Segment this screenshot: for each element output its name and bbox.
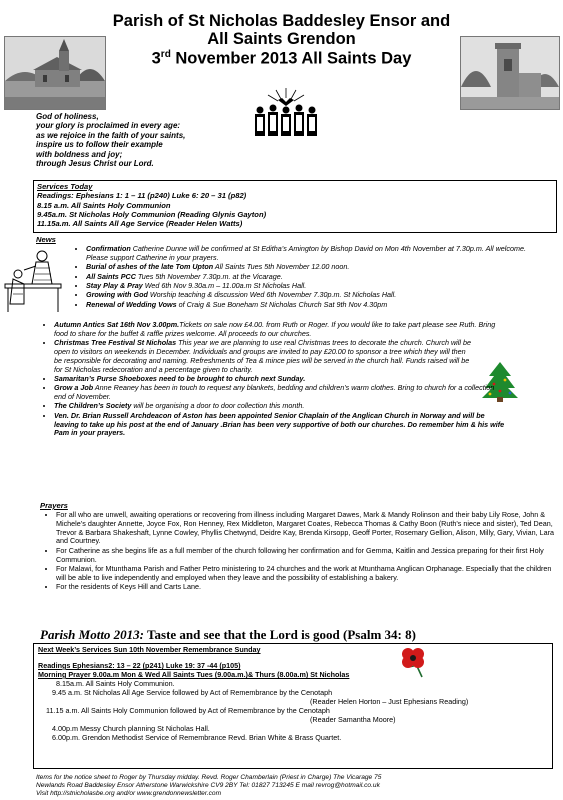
- news-item: • The Children’s Society will be organising a door to door collection this month.: [54, 402, 508, 411]
- prayer-line: your glory is proclaimed in every age:: [36, 121, 181, 131]
- news-item: • Confirmation Catherine Dunne will be confirmed at St Editha’s Amington by Bishop David on Mon 4th November at 7.30p.m. All welcome. Please support Catherine in your prayers.: [86, 245, 544, 263]
- opening-prayer: [36, 112, 246, 169]
- service-line: 9.45 a.m. St Nicholas All Age Service followed by Act of Remembrance by the Cenotaph: [52, 688, 333, 697]
- motto-label: Parish Motto 2013:: [40, 627, 145, 642]
- services-today-heading: Services Today: [37, 182, 93, 191]
- title-line-3: 3rd November 2013 All Saints Day: [151, 48, 412, 68]
- news-list: [72, 245, 544, 310]
- prayer-line: through Jesus Christ our Lord.: [36, 159, 154, 169]
- morning-prayer-line: Morning Prayer 9.00a.m Mon & Wed All Saints Tues (9.00a.m.)& Thurs (8.00a.m) St Nicholas: [38, 670, 350, 679]
- prayer-line: with boldness and joy;: [36, 149, 123, 159]
- service-line: 8.15a.m. All Saints Holy Communion.: [56, 679, 175, 688]
- services-today-box: [33, 180, 557, 233]
- next-week-heading: Next Week’s Services Sun 10th November Remembrance Sunday: [38, 645, 261, 654]
- news-item: • Growing with God Worship teaching & discussion Wed 6th November 7.30p.m. St Nicholas Hall.: [86, 291, 544, 300]
- prayer-item: • For the residents of Keys Hill and Carts Lane.: [56, 583, 560, 592]
- news-item: • Ven. Dr. Brian Russell Archdeacon of Aston has been appointed Senior Chaplain of the Anglican Church in Norway and will be leaving to take up his post at the end of January .Brian has been very supportive of both our churches. Do remember him & his wife Pam in your prayers.: [54, 412, 508, 438]
- news-item: • Grow a Job Anne Reaney has been in touch to request any blankets, bedding and children’s warm clothes. Bring to church for a collection end of November.: [54, 384, 508, 402]
- parish-motto: [40, 627, 416, 643]
- news-item: • Burial of ashes of the late Tom Upton All Saints Tues 5th November 12.00 noon.: [86, 263, 544, 272]
- prayer-line: God of holiness,: [36, 112, 99, 121]
- church-photo-left: [4, 36, 106, 110]
- prayer-line: as we rejoice in the faith of your saints,: [36, 130, 186, 140]
- motto-text: Taste and see that the Lord is good (Psalm 34: 8): [144, 627, 416, 642]
- title-line-2: All Saints Grendon: [207, 30, 356, 49]
- confirmation-clipart: [2, 244, 64, 314]
- news-item: • All Saints PCC Tues 5th November 7.30p.m. at the Vicarage.: [86, 273, 544, 282]
- saints-illustration: [248, 86, 324, 140]
- prayer-item: • For all who are unwell, awaiting operations or recovering from illness including Margaret Dawes, Mark & Mandy Rolinson and their baby Lily Rose, John & Michele’s daughter Annette, Joyce Fox, Ron Henney, Rex Middleton, Margaret Coates, Rebecca Thomas & Cathy Boon (Ruth’s niece and sister), Ted Dean, Trevor & Barbara Shakeshaft, Lynne Cowley, Phyllis Chetwynd, Deidre Kay, Brenda Kirsopp, Geoff Porter, Rosemary Gellion, Alison, Milly, Gary, Vivian, Lara and Courtney.: [56, 511, 560, 546]
- service-item: 11.15a.m. All Saints All Age Service (Reader Helen Watts): [37, 219, 243, 228]
- footer-line: Visit http://stnicholasbe.org and/or www.grendonnewsletter.com: [36, 790, 222, 798]
- prayer-item: • For Malawi, for Mtunthama Parish and Father Petro ministering to 24 churches and the work at Mtunthama Anglican Orphanage. Especially that the children will be able to live independently and employed when they leave and the possibility of establishing a bakery.: [56, 565, 560, 583]
- news-heading: News: [36, 235, 56, 244]
- next-week-box: [33, 643, 553, 769]
- footer-line: Items for the notice sheet to Roger by Thursday midday. Revd. Roger Chamberlain (Priest in Charge) The Vicarage 75: [36, 774, 382, 781]
- news-item: • Renewal of Wedding Vows of Craig & Sue Boneham St Nicholas Church Sat 9th Nov 4.30pm: [86, 301, 544, 310]
- poppy-icon: [396, 644, 430, 678]
- title-line-1: Parish of St Nicholas Baddesley Ensor and: [112, 12, 451, 30]
- news-list-continued: [42, 321, 508, 439]
- service-line: 11.15 a.m. All Saints Holy Communion followed by Act of Remembrance by the Cenotaph: [46, 706, 330, 715]
- services-today-readings: Readings: Ephesians 1: 1 – 11 (p240) Luke 6: 20 – 31 (p82): [37, 191, 247, 201]
- service-line: (Reader Samantha Moore): [310, 715, 396, 724]
- footer-line: Newlands Road Baddesley Ensor Atherstone Warwickshire CV9 2BY Tel: 01827 713245 E mail revrog@hotmail.co.uk: [36, 782, 380, 790]
- service-line: (Reader Helen Horton – Just Ephesians Reading): [310, 697, 469, 706]
- news-item: • Stay Play & Pray Wed 6th Nov 9.30a.m – 11.00a.m St Nicholas Hall.: [86, 282, 544, 291]
- service-line: 4.00p.m Messy Church planning St Nicholas Hall.: [52, 724, 210, 733]
- next-week-readings: Readings Ephesians2: 13 – 22 (p241) Luke 19: 37 -44 (p105): [38, 661, 241, 670]
- prayer-item: • For Catherine as she begins life as a full member of the church following her confirmation and for Gemma, Kaitlin and Jessica preparing for their first Holy Communion.: [56, 547, 560, 565]
- news-item: • Autumn Antics Sat 16th Nov 3.00pm.Tickets on sale now £4.00. from Ruth or Roger. If you would like to take part please see Ruth. Bring food to share for the buffet & raffle prizes welcome. All proceeds to our churches.: [54, 321, 508, 339]
- service-item: 9.45a.m. St Nicholas Holy Communion (Reading Glynis Gayton): [37, 209, 267, 219]
- prayers-list: [44, 511, 560, 592]
- service-item: 8.15 a.m. All Saints Holy Communion: [37, 200, 171, 210]
- news-item: • Christmas Tree Festival St Nicholas This year we are planning to use real Christmas trees to decorate the church. Church will be open to visitors on weekends in December. Individuals and groups are invited to pay £20.00 to sponsor a tree which they will then be responsible for decorating and naming. Refreshments of Tea & mince pies will be served in the church hall. Funds raised will be for St Nicholas redecoration and a percentage given to charity.: [54, 339, 474, 374]
- prayer-line: inspire us to follow their example: [36, 140, 163, 150]
- church-photo-right: [460, 36, 560, 110]
- footer: [36, 774, 556, 799]
- prayers-heading: Prayers: [40, 501, 68, 510]
- news-item: • Samaritan’s Purse Shoeboxes need to be brought to church next Sunday.: [54, 375, 508, 384]
- service-line: 6.00p.m. Grendon Methodist Service of Remembrance Revd. Brian White & Brass Quartet.: [52, 733, 342, 742]
